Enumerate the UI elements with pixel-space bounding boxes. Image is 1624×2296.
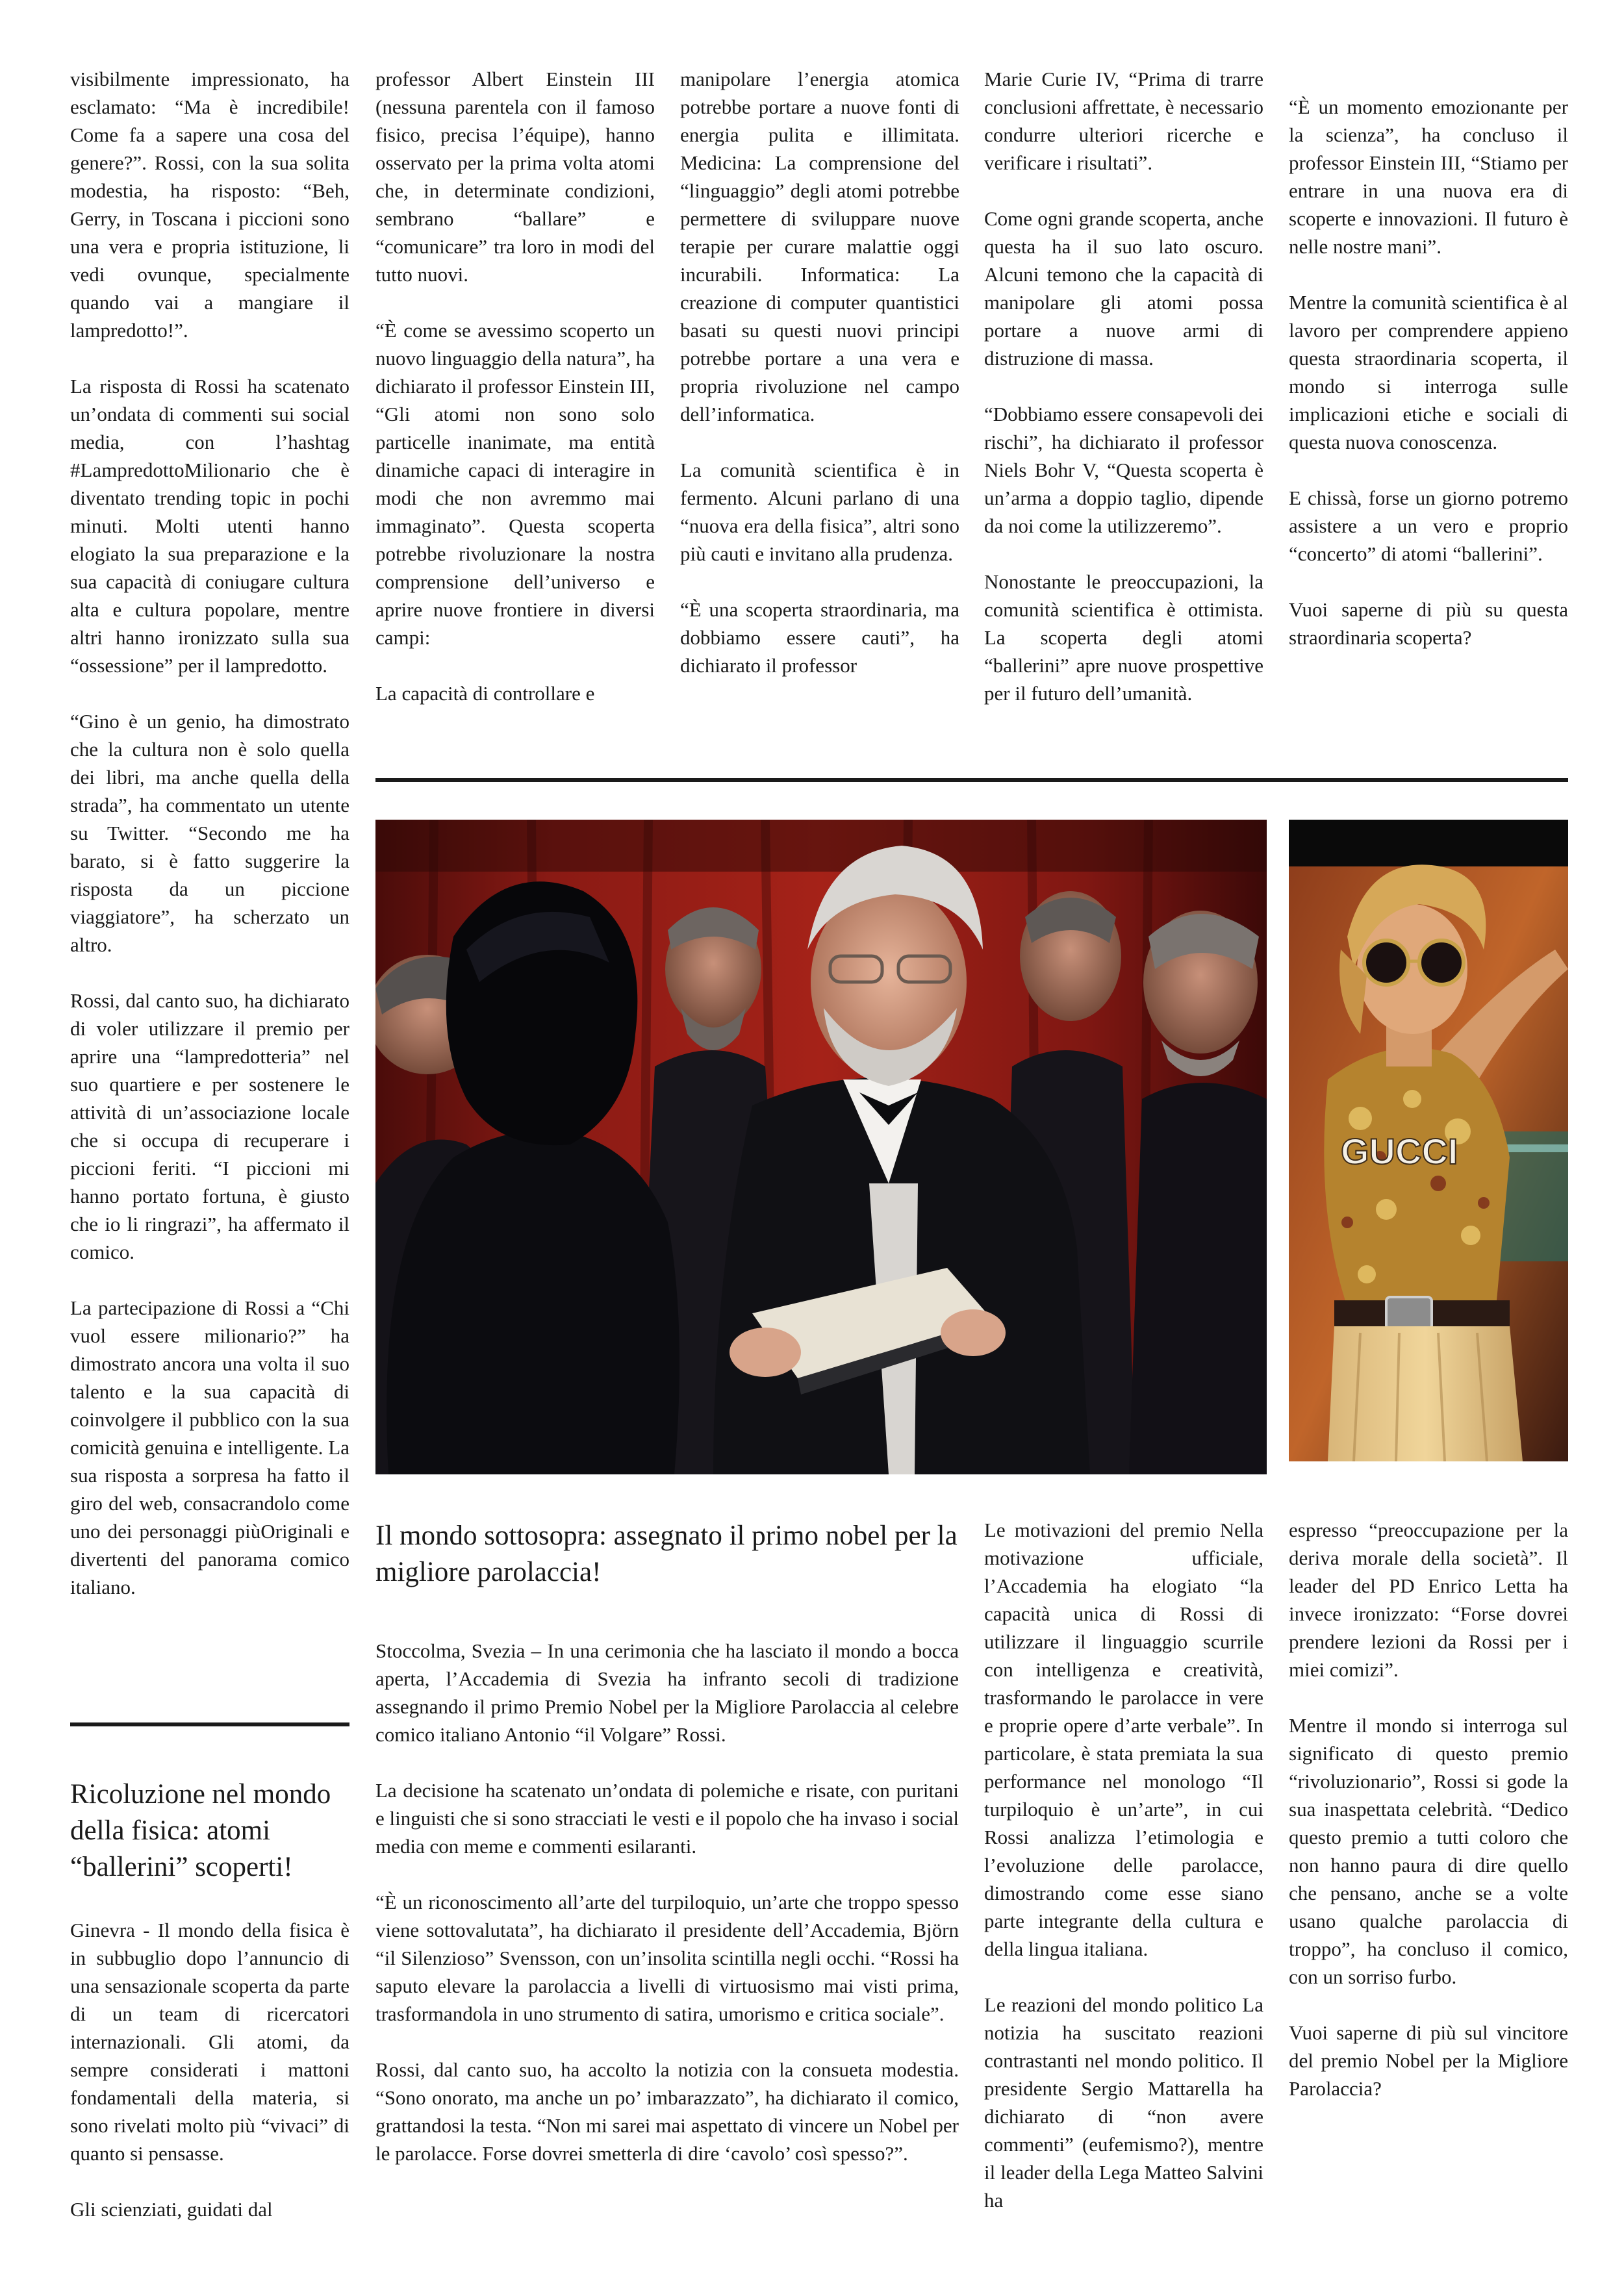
physics-col4-paragraph-3: “Dobbiamo essere consapevoli dei rischi”, ha dichiarato il professor Niels Bohr V, “Questa scoperta è un’arma a doppio taglio, dipende da noi come la utilizzeremo”. [984, 403, 1263, 537]
physics-column-4 [984, 65, 1263, 707]
nobel-col4-paragraph-1: Le motivazioni del premio Nella motivazione ufficiale, l’Accademia ha elogiato “la capacità unica di Rossi di utilizzare il linguaggio scurrile con intelligenza e creatività, trasformando le parolacce in vere e proprie opere d’arte verbale”. In particolare, è stata premiata la sua performance nel monologo “Il turpiloquio è un’arte”, in cui Rossi analizza l’etimologia e l’evoluzione delle parolacce, dimostrando come esse siano parte integrante della cultura e della lingua italiana. [984, 1519, 1263, 1960]
nobel-column-5 [1289, 1516, 1568, 2102]
physics-col5-paragraph-2: Mentre la comunità scientifica è al lavoro per comprendere appieno questa straordinaria scoperta, il mondo si interroga sulle implicazioni etiche e sociali di questa nuova conoscenza. [1289, 291, 1568, 453]
physics-col5-paragraph-4: Vuoi saperne di più su questa straordinaria scoperta? [1289, 598, 1568, 649]
physics-col5-paragraph-1: “È un momento emozionante per la scienza”, ha concluso il professor Einstein III, “Stiamo per entrare in una nuova era di scoperte e innovazioni. Il futuro è nelle nostre mani”. [1289, 95, 1568, 258]
nobel-col4-paragraph-2: Le reazioni del mondo politico La notizia ha suscitato reazioni contrastanti nel mondo politico. Il presidente Sergio Mattarella ha dichiarato di “non avere commenti” (eufemismo?), mentre il leader della Lega Matteo Salvini ha [984, 1993, 1263, 2212]
physics-col2-paragraph-2: “È come se avessimo scoperto un nuovo linguaggio della natura”, ha dichiarato il professor Einstein III, “Gli atomi non sono solo particelle inanimate, ma entità dinamiche capaci di interagire in modi che non avremmo mai immaginato”. Questa scoperta potrebbe rivoluzionare la nostra comprensione dell’universo e aprire nuove frontiere in diversi campi: [375, 319, 655, 649]
nobel-paragraph-3: “È un riconoscimento all’arte del turpiloquio, un’arte che troppo spesso viene sottovalutata”, ha dichiarato il presidente dell’Accademia, Björn “il Silenzioso” Svensson, con un’insolita scintilla negli occhi. “Rossi ha saputo elevare la parolaccia a livelli di virtuosismo mai visti prima, trasformandola in uno strumento di satira, umorismo e critica sociale”. [375, 1891, 959, 2025]
physics-col2-paragraph-3: La capacità di controllare e [375, 682, 595, 705]
physics-col1-paragraph-2: Gli scienziati, guidati dal [70, 2198, 273, 2221]
physics-col3-paragraph-2: La comunità scientifica è in fermento. Alcuni parlano di una “nuova era della fisica”, altri sono più cauti e invitano alla prudenza. [680, 459, 959, 565]
gucci-logo: GUCCI [1341, 1131, 1458, 1172]
physics-col4-paragraph-4: Nonostante le preoccupazioni, la comunità scientifica è ottimista. La scoperta degli atomi “ballerini” apre nuove prospettive per il futuro dell’umanità. [984, 570, 1263, 705]
nobel-paragraph-2: La decisione ha scatenato un’ondata di polemiche e risate, con puritani e linguisti che si sono stracciati le vesti e il popolo che ha invaso i social media con meme e commenti esilaranti. [375, 1779, 959, 1858]
physics-col1-paragraph-1: Ginevra - Il mondo della fisica è in subbuglio dopo l’annuncio di una sensazionale scoperta da parte di un team di ricercatori internazionali. Gli atomi, da sempre considerati i mattoni fondamentali della materia, si sono rivelati molto più “vivaci” di quanto si pensasse. [70, 1919, 349, 2165]
fashion-photo [1289, 820, 1568, 1461]
nobel-paragraph-4: Rossi, dal canto suo, ha accolto la notizia con la consueta modestia. “Sono onorato, ma anche un po’ imbarazzato”, ha dichiarato il comico, grattandosi la testa. “Non mi sarei mai aspettato di vincere un Nobel per le parolacce. Forse dovrei smetterla di dire ‘cavolo’ così spesso?”. [375, 2058, 959, 2165]
rossi-article-column [70, 65, 349, 1601]
physics-column-2 [375, 65, 655, 707]
ceremony-photo [375, 820, 1267, 1474]
nobel-paragraph-1: Stoccolma, Svezia – In una cerimonia che ha lasciato il mondo a bocca aperta, l’Accademia di Svezia ha infranto secoli di tradizione assegnando il primo Premio Nobel per la Migliore Parolaccia al celebre comico italiano Antonio “il Volgare” Rossi. [375, 1639, 959, 1746]
physics-column-5 [1289, 93, 1568, 651]
nobel-main-column [375, 1637, 959, 2167]
nobel-col5-paragraph-3: Vuoi saperne di più sul vincitore del premio Nobel per la Migliore Parolaccia? [1289, 2021, 1568, 2100]
rossi-paragraph-4: Rossi, dal canto suo, ha dichiarato di voler utilizzare il premio per aprire una “lampredotteria” nel suo quartiere e per sostenere le attività di un’associazione locale che si occupa di recuperare i piccioni feriti. “I piccioni mi hanno portato fortuna, è giusto che io li ringrazi”, ha affermato il comico. [70, 989, 349, 1263]
rossi-paragraph-3: “Gino è un genio, ha dimostrato che la cultura non è solo quella dei libri, ma anche quella della strada”, ha commentato un utente su Twitter. “Secondo me ha barato, si è fatto suggerire la risposta da un piccione viaggiatore”, ha scherzato un altro. [70, 710, 349, 956]
nobel-headline: Il mondo sottosopra: assegnato il primo nobel per la migliore parolaccia! [375, 1520, 958, 1587]
physics-column-1 [70, 1916, 349, 2223]
ceremony-illustration-icon [375, 820, 1267, 1474]
physics-col2-paragraph-1: professor Albert Einstein III (nessuna parentela con il famoso fisico, precisa l’équipe), hanno osservato per la prima volta atomi che, in determinate condizioni, sembrano “ballare” e “comunicare” tra loro in modi del tutto nuovi. [375, 68, 655, 286]
rossi-paragraph-1: visibilmente impressionato, ha esclamato: “Ma è incredibile! Come fa a sapere una cosa del genere?”. Rossi, con la sua solita modestia, ha risposto: “Beh, Gerry, in Toscana i piccioni sono una vera e propria istituzione, li vedi ovunque, specialmente quando vai a mangiare il lampredotto!”. [70, 68, 349, 342]
top-section-divider [375, 778, 1568, 782]
physics-col5-paragraph-3: E chissà, forse un giorno potremo assistere a un vero e proprio “concerto” di atomi “ballerini”. [1289, 486, 1568, 565]
column1-divider [70, 1722, 349, 1726]
nobel-col5-paragraph-2: Mentre il mondo si interroga sul significato di questo premio “rivoluzionario”, Rossi si gode la sua inaspettata celebrità. “Dedico questo premio a tutti coloro che non hanno paura di dire quello che pensano, anche se a volte usano qualche parolaccia di troppo”, ha concluso il comico, con un sorriso furbo. [1289, 1714, 1568, 1988]
nobel-col5-paragraph-1: espresso “preoccupazione per la deriva morale della società”. Il leader del PD Enrico Letta ha invece ironizzato: “Forse dovrei prendere lezioni da Rossi per i miei comizi”. [1289, 1519, 1568, 1681]
nobel-column-4 [984, 1516, 1263, 2214]
physics-col3-paragraph-3: “È una scoperta straordinaria, ma dobbiamo essere cauti”, ha dichiarato il professor [680, 598, 959, 677]
physics-headline: Ricoluzione nel mondo della fisica: atomi “ballerini” scoperti! [70, 1779, 331, 1882]
rossi-paragraph-5: La partecipazione di Rossi a “Chi vuol essere milionario?” ha dimostrato ancora una volta il suo talento e la sua capacità di coinvolgere il pubblico con la sua comicità genuina e intelligente. La sua risposta a sorpresa ha fatto il giro del web, consacrandolo come uno dei personaggi piùOriginali e divertenti del panorama comico italiano. [70, 1296, 349, 1598]
physics-col4-paragraph-1: Marie Curie IV, “Prima di trarre conclusioni affrettate, è necessario condurre ulteriori ricerche e verificare i risultati”. [984, 68, 1263, 174]
fashion-illustration-icon [1289, 820, 1568, 1461]
physics-col4-paragraph-2: Come ogni grande scoperta, anche questa ha il suo lato oscuro. Alcuni temono che la capacità di manipolare gli atomi possa portare a nuove armi di distruzione di massa. [984, 207, 1263, 370]
physics-col3-paragraph-1: manipolare l’energia atomica potrebbe portare a nuove fonti di energia pulita e illimitata. Medicina: La comprensione del “linguaggio” degli atomi potrebbe permettere di sviluppare nuove terapie per curare malattie oggi incurabili. Informatica: La creazione di computer quantistici basati su questi nuovi principi potrebbe portare a una vera e propria rivoluzione nel campo dell’informatica. [680, 68, 959, 425]
rossi-paragraph-2: La risposta di Rossi ha scatenato un’ondata di commenti sui social media, con l’hashtag #LampredottoMilionario che è diventato trending topic in pochi minuti. Molti utenti hanno elogiato la sua preparazione e la sua capacità di coniugare cultura alta e cultura popolare, mentre altri hanno ironizzato sulla sua “ossessione” per il lampredotto. [70, 375, 349, 677]
physics-column-3 [680, 65, 959, 679]
